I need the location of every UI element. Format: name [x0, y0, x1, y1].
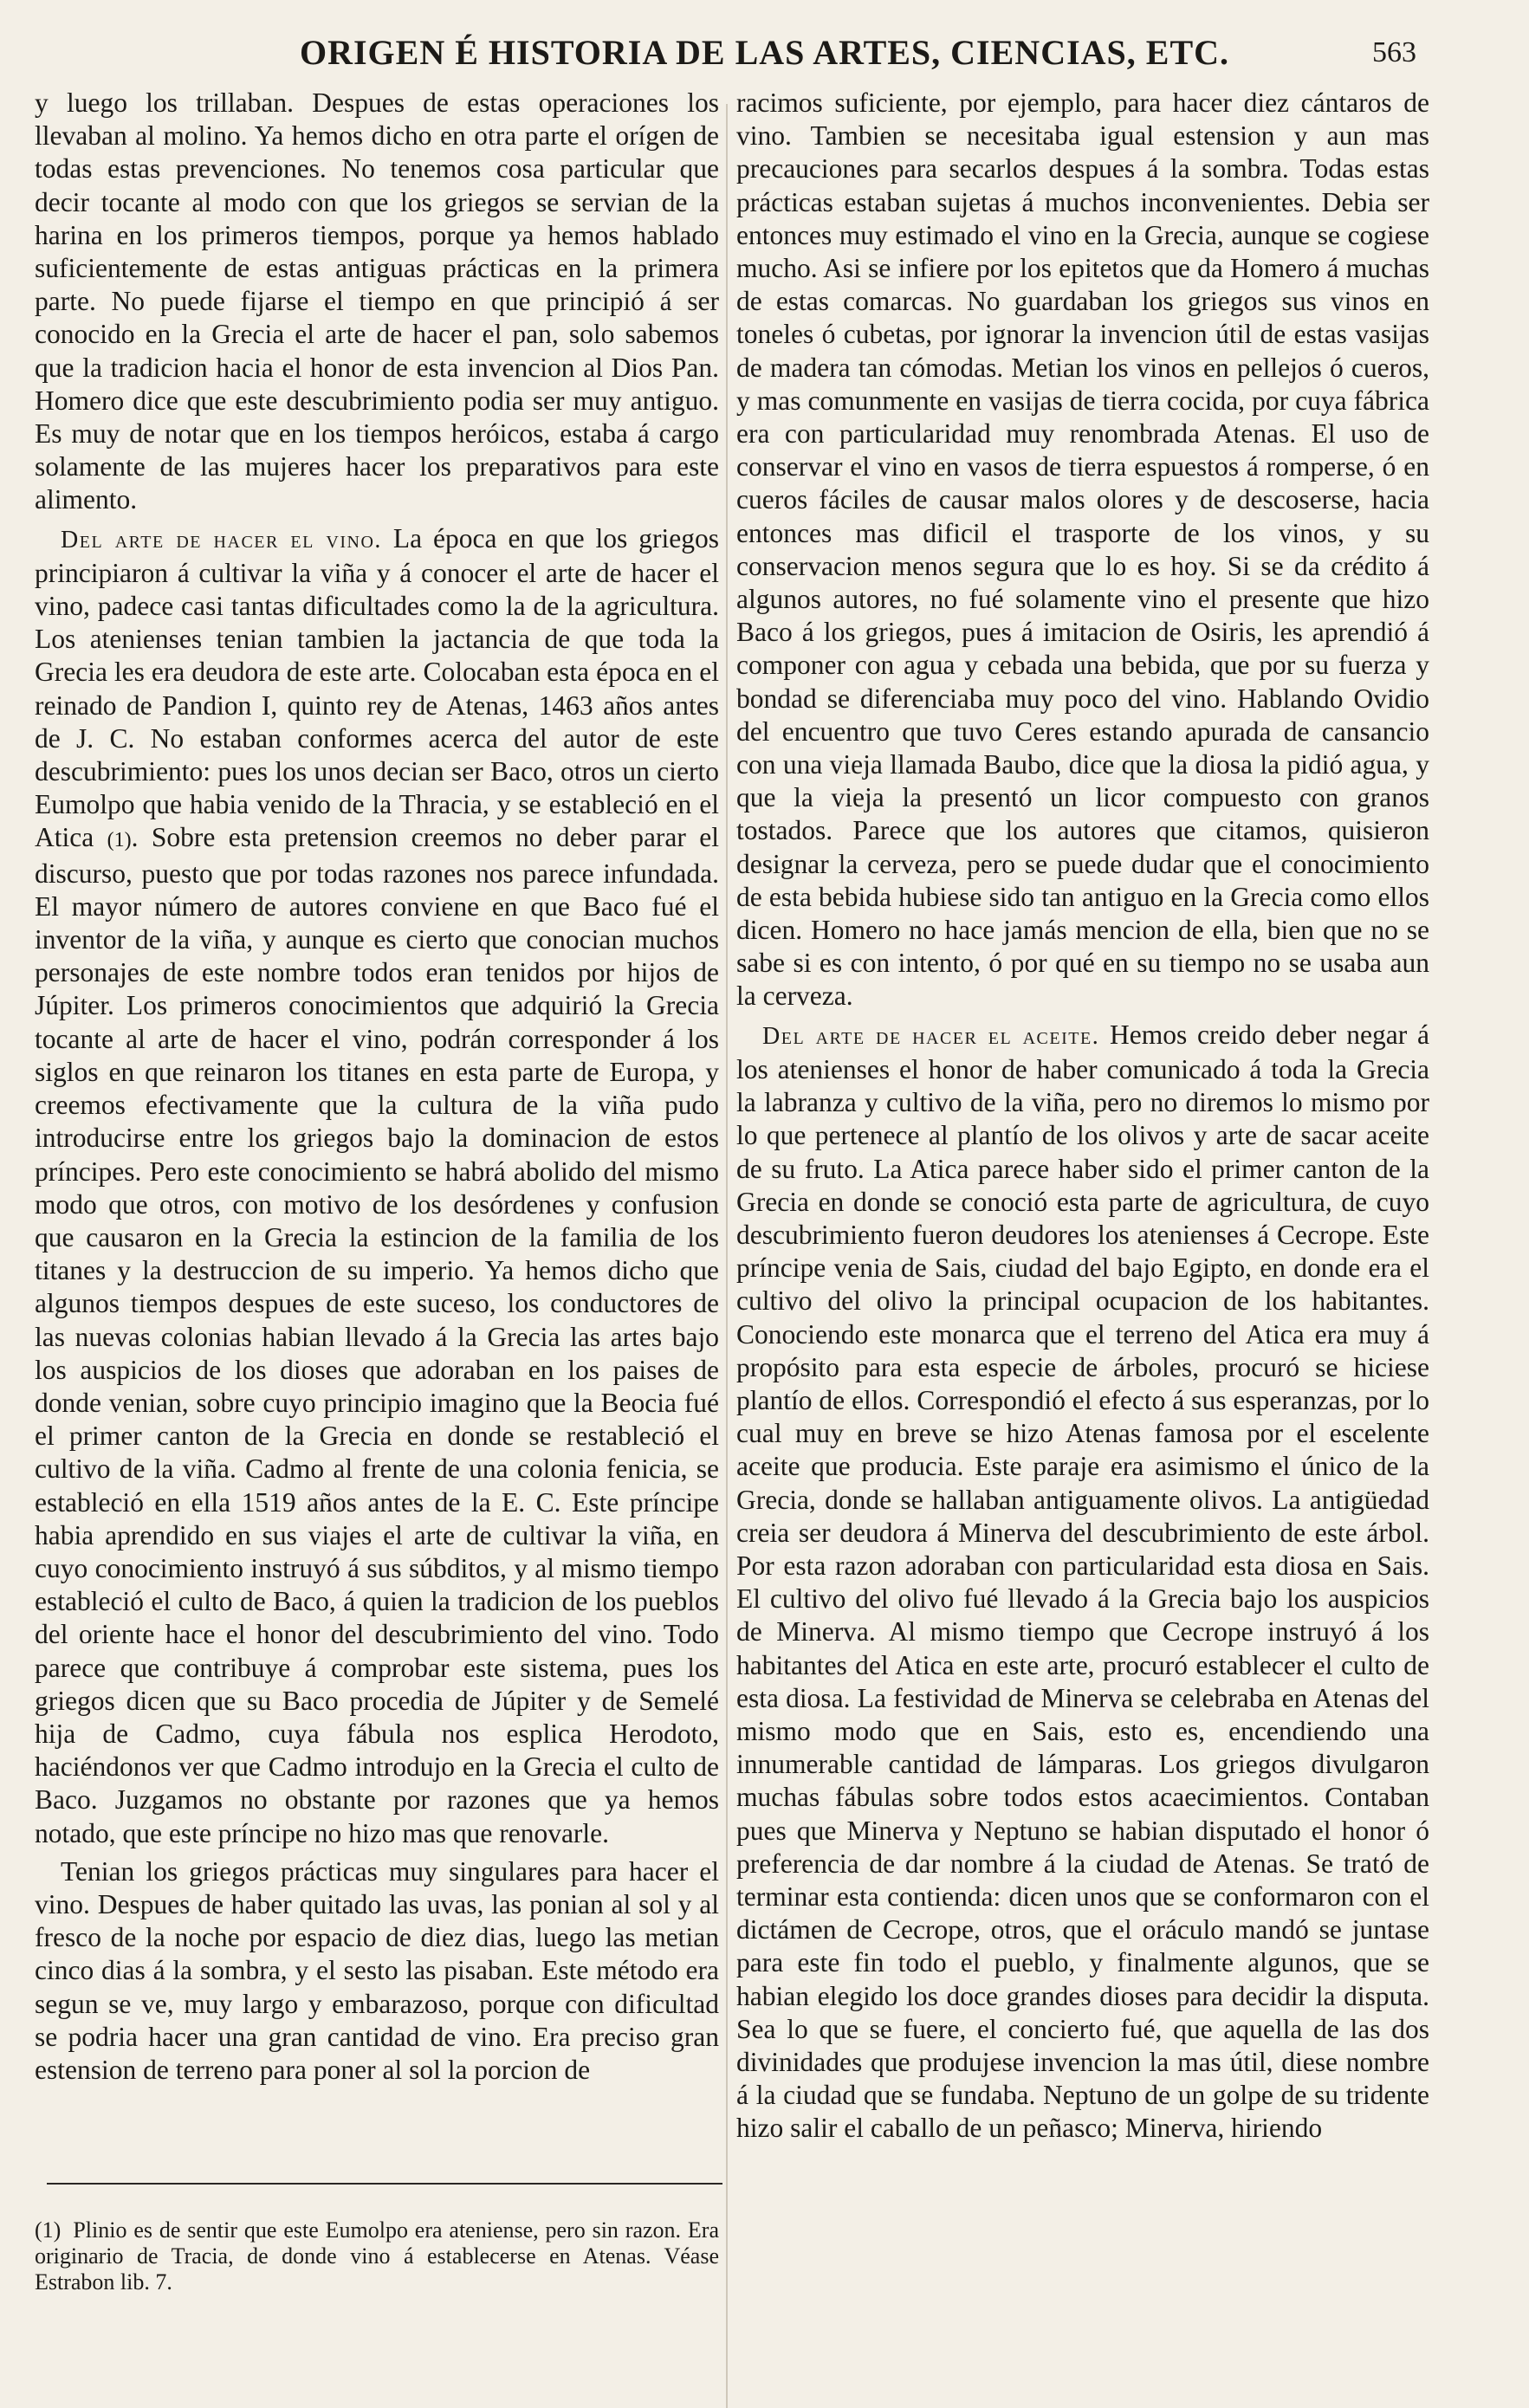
paragraph-wine — [35, 522, 719, 1850]
footnote-text: Plinio es de sentir que este Eumolpo era ateniense, pero sin razon. Era originario de Tracia, de donde vino á establecerse en Atenas. Véase Estrabon lib. 7. — [35, 2217, 719, 2295]
paragraph-wine-continued: racimos suficiente, por ejemplo, para hacer diez cántaros de vino. Tambien se necesitaba igual estension y aun mas precauciones para secarlos despues á la sombra. Todas estas prácticas estaban sujetas á muchos inconvenientes. Debia ser entonces muy estimado el vino en la Grecia, aunque se cogiese mucho. Asi se infiere por los epitetos que da Homero á muchas de estas comarcas. No guardaban los griegos sus vinos en toneles ó cubetas, por ignorar la invencion útil de estas vasijas de madera tan cómodas. Metian los vinos en pellejos ó cueros, y mas comunmente en vasijas de tierra cocida, por cuya fábrica era con particularidad muy renombrada Atenas. El uso de conservar el vino en vasos de tierra espuestos á romperse, ó en cueros fáciles de causar malos olores y de descoserse, hacia entonces mas dificil el trasporte de los vinos, y su conservacion menos segura que lo es hoy. Si se da crédito á algunos autores, no fué solamente vino el presente que hizo Baco á los griegos, pues á imitacion de Osiris, les aprendió á componer con agua y cebada una bebida, que por su fuerza y bondad se diferenciaba muy poco del vino. Hablando Ovidio del encuentro que tuvo Ceres estando apurada de cansancio con una vieja llamada Baubo, dice que la diosa la pidió agua, y que la vieja la presentó un licor compuesto con granos tostados. Parece que los autores que citamos, quisieron designar la cerveza, pero se puede dudar que el conocimiento de esta bebida hubiese sido tan antiguo en la Grecia como ellos dicen. Homero no hace jamás mencion de ella, bien que no se sabe si es con intento, ó por qué en su tiempo no se usaba aun la cerveza. — [736, 87, 1429, 1012]
paragraph-wine-text-a: La época en que los griegos principiaron á cultivar la viña y á conocer el arte de hacer el vino, padece casi tantas dificultades como la de la agricultura. Los atenienses tenian tambien la jactancia de que toda la Grecia les era deudora de este arte. Colocaban esta época en el reinado de Pandion I, quinto rey de Atenas, 1463 años antes de J. C. No estaban conformes acerca del autor de este descubrimiento: pues los unos decian ser Baco, otros un cierto Eumolpo que habia venido de la Thracia, y se estableció en el Atica — [35, 522, 719, 853]
page-number: 563 — [1372, 36, 1416, 68]
footnote — [35, 2217, 719, 2295]
running-header — [0, 29, 1529, 76]
footnote-reference: (1) — [107, 829, 132, 852]
paragraph-wine-practices: Tenian los griegos prácticas muy singulares para hacer el vino. Despues de haber quitado las uvas, las ponian al sol y al fresco de la noche por espacio de diez dias, luego las metian cinco dias á la sombra, y el sesto las pisaban. Este método era segun se ve, muy largo y embarazoso, porque con dificultad se podria hacer una gran cantidad de vino. Era preciso gran estension de terreno para poner al sol la porcion de — [35, 1855, 719, 2085]
left-column — [35, 87, 719, 2087]
running-title: ORIGEN É HISTORIA DE LAS ARTES, CIENCIAS, ETC. — [299, 33, 1230, 72]
footnote-marker: (1) — [35, 2217, 62, 2243]
paragraph-wine-text-b: . Sobre esta pretension creemos no deber parar el discurso, puesto que por todas razones nos parece infundada. El mayor número de autores conviene en que Baco fué el inventor de la viña, y aunque es cierto que conocian muchos personajes de este nombre todos eran tenidos por hijos de Júpiter. Los primeros conocimientos que adquirió la Grecia tocante al arte de hacer el vino, podrán corresponder á los siglos en que reinaron los titanes en esta parte de Europa, y creemos efectivamente que la cultura de la viña pudo introducirse entre los griegos bajo la dominacion de estos príncipes. Pero este conocimiento se habrá abolido del mismo modo que otros, con motivo de los desórdenes y confusion que causaron en la Grecia la estincion de la familia de los titanes y la destruccion de su imperio. Ya hemos dicho que algunos tiempos despues de este suceso, los conductores de las nuevas colonias habian llevado á la Grecia las artes bajo los auspicios de los dioses que adoraban en los paises de donde venian, sobre cuyo principio imagino que la Beocia fué el primer canton de la Grecia en donde se restableció el cultivo de la viña. Cadmo al frente de una colonia fenicia, se estableció en ella 1519 años antes de la E. C. Este príncipe habia aprendido en sus viajes el arte de cultivar la viña, en cuyo conocimiento instruyó á sus súbditos, y al mismo tiempo estableció el culto de Baco, á quien la tradicion de los pueblos del oriente hace el honor del descubrimiento del vino. Todo parece que contribuye á comprobar este sistema, pues los griegos dicen que su Baco procedia de Júpiter y de Semelé hija de Cadmo, cuya fábula nos esplica Herodoto, haciéndonos ver que Cadmo introdujo en la Grecia el culto de Baco. Juzgamos no obstante por razones que ya hemos notado, que este príncipe no hizo mas que renovarle. — [35, 822, 720, 1848]
right-column — [736, 87, 1429, 2146]
column-divider — [726, 104, 728, 2408]
paragraph-bread: y luego los trillaban. Despues de estas operaciones los llevaban al molino. Ya hemos dicho en otra parte el orígen de todas estas prevenciones. No tenemos cosa particular que decir tocante al modo con que los griegos se servian de la harina en los primeros tiempos, porque ya hemos hablado suficientemente de estas antiguas prácticas en la primera parte. No puede fijarse el tiempo en que principió á ser conocido en la Grecia el arte de hacer el pan, solo sabemos que la tradicion hacia el honor de esta invencion al Dios Pan. Homero dice que este descubrimiento podia ser muy antiguo. Es muy de notar que en los tiempos heróicos, estaba á cargo solamente de las mujeres hacer los preparativos para este alimento. — [35, 87, 719, 515]
section-heading-oil: Del arte de hacer el aceite. — [762, 1022, 1100, 1050]
section-heading-wine: Del arte de hacer el vino. — [61, 526, 382, 553]
paragraph-oil — [736, 1019, 1429, 2146]
footnote-divider — [47, 2183, 722, 2185]
paragraph-oil-text: Hemos creido deber negar á los atenienses el honor de haber comunicado á toda la Grecia la labranza y cultivo de la viña, pero no diremos lo mismo por lo que pertenece al plantío de los olivos y arte de sacar aceite de su fruto. La Atica parece haber sido el primer canton de la Grecia en donde se conoció esta parte de agricultura, de cuyo descubrimiento fueron deudores los atenienses á Cecrope. Este príncipe venia de Sais, ciudad del bajo Egipto, en donde era el cultivo del olivo la principal ocupacion de los habitantes. Conociendo este monarca que el terreno del Atica era muy á propósito para esta especie de árboles, procuró se hiciese plantío de ellos. Correspondió el efecto á sus esperanzas, por lo cual muy en breve se hizo Atenas famosa por el escelente aceite que producia. Este paraje era asimismo el único de la Grecia, donde se hallaban antiguamente olivos. La antigüedad creia ser deudora á Minerva del descubrimiento de este árbol. Por esta razon adoraban con particularidad esta diosa en Sais. El cultivo del olivo fué llevado á la Grecia bajo los auspicios de Minerva. Al mismo tiempo que Cecrope instruyó á los habitantes del Atica en este arte, procuró establecer el culto de esta diosa. La festividad de Minerva se celebraba en Atenas del mismo modo que en Sais, esto es, encendiendo una innumerable cantidad de lámparas. Los griegos divulgaron muchas fábulas sobre todos estos acaecimientos. Contaban pues que Minerva y Neptuno se habian disputado el honor ó preferencia de dar nombre á la ciudad de Atenas. Se trató de terminar esta contienda: dicen unos que se conformaron con el dictámen de Cecrope, otros, que el oráculo mandó se juntase para este fin todo el pueblo, y finalmente algunos, que se habian elegido los doce grandes dioses para decidir la disputa. Sea lo que se fuere, el concierto fué, que aquella de las dos divinidades que produjese invencion la mas útil, diese nombre á la ciudad que se fundaba. Neptuno de un golpe de su tridente hizo salir el caballo de un peñasco; Minerva, hiriendo — [736, 1019, 1429, 2144]
